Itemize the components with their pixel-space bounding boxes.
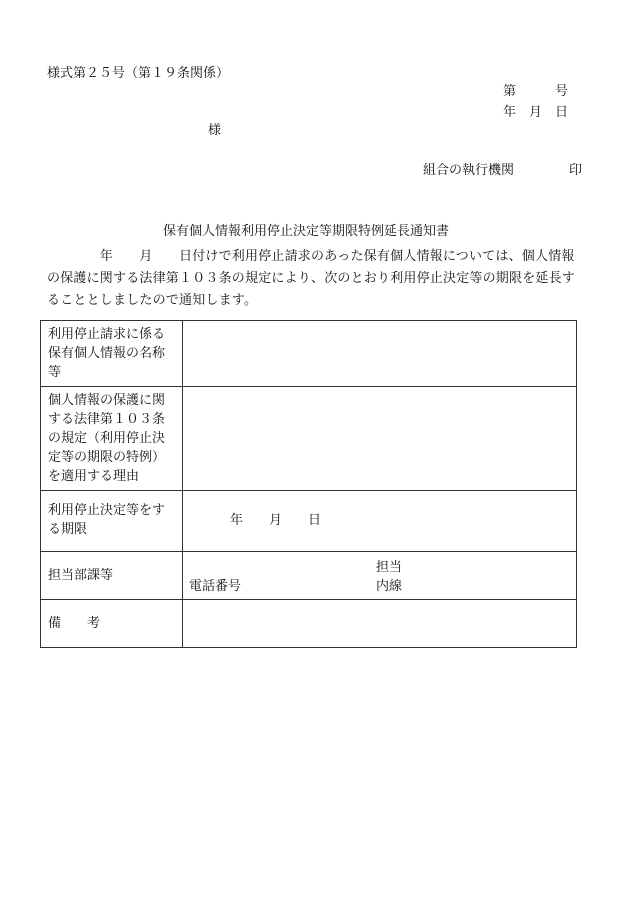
table-row — [41, 600, 577, 648]
deadline-date: 年 月 日 — [230, 513, 322, 528]
body-line: の保護に関する法律第１０３条の規定により、次のとおり利用停止決定等の期限を延長す — [47, 271, 576, 286]
table-row — [41, 552, 577, 600]
table-row — [41, 321, 577, 387]
info-name-value — [183, 321, 577, 387]
addressee-honorific: 様 — [208, 123, 222, 138]
remarks-value — [183, 600, 577, 648]
document-number: 第 号 — [503, 84, 569, 99]
issue-date: 年 月 日 — [503, 105, 569, 120]
body-paragraph — [47, 246, 587, 312]
body-line: 年 月 日付けで利用停止請求のあった保有個人情報については、個人情報 — [47, 249, 575, 264]
department-label: 担当部課等 — [41, 552, 183, 600]
reason-value — [183, 387, 577, 491]
department-value — [183, 552, 577, 600]
info-name-label: 利用停止請求に係る保有個人情報の名称等 — [41, 321, 183, 387]
remarks-label: 備 考 — [41, 600, 183, 648]
reason-label: 個人情報の保護に関する法律第１０３条の規定（利用停止決定等の期限の特例）を適用する理由 — [41, 387, 183, 491]
body-line: ることとしましたので通知します。 — [47, 293, 258, 308]
form-number: 様式第２５号（第１９条関係） — [47, 66, 230, 81]
sender-name: 組合の執行機関 — [423, 163, 515, 178]
document-title: 保有個人情報利用停止決定等期限特例延長通知書 — [163, 224, 450, 239]
table-row — [41, 491, 577, 552]
notification-table — [40, 320, 577, 648]
seal-mark: 印 — [569, 163, 583, 178]
staff-label: 担当 — [376, 560, 403, 575]
deadline-label: 利用停止決定等をする期限 — [41, 491, 183, 552]
phone-label: 電話番号 — [189, 579, 242, 594]
table-row — [41, 387, 577, 491]
deadline-value — [183, 491, 577, 552]
extension-label: 内線 — [376, 579, 403, 594]
